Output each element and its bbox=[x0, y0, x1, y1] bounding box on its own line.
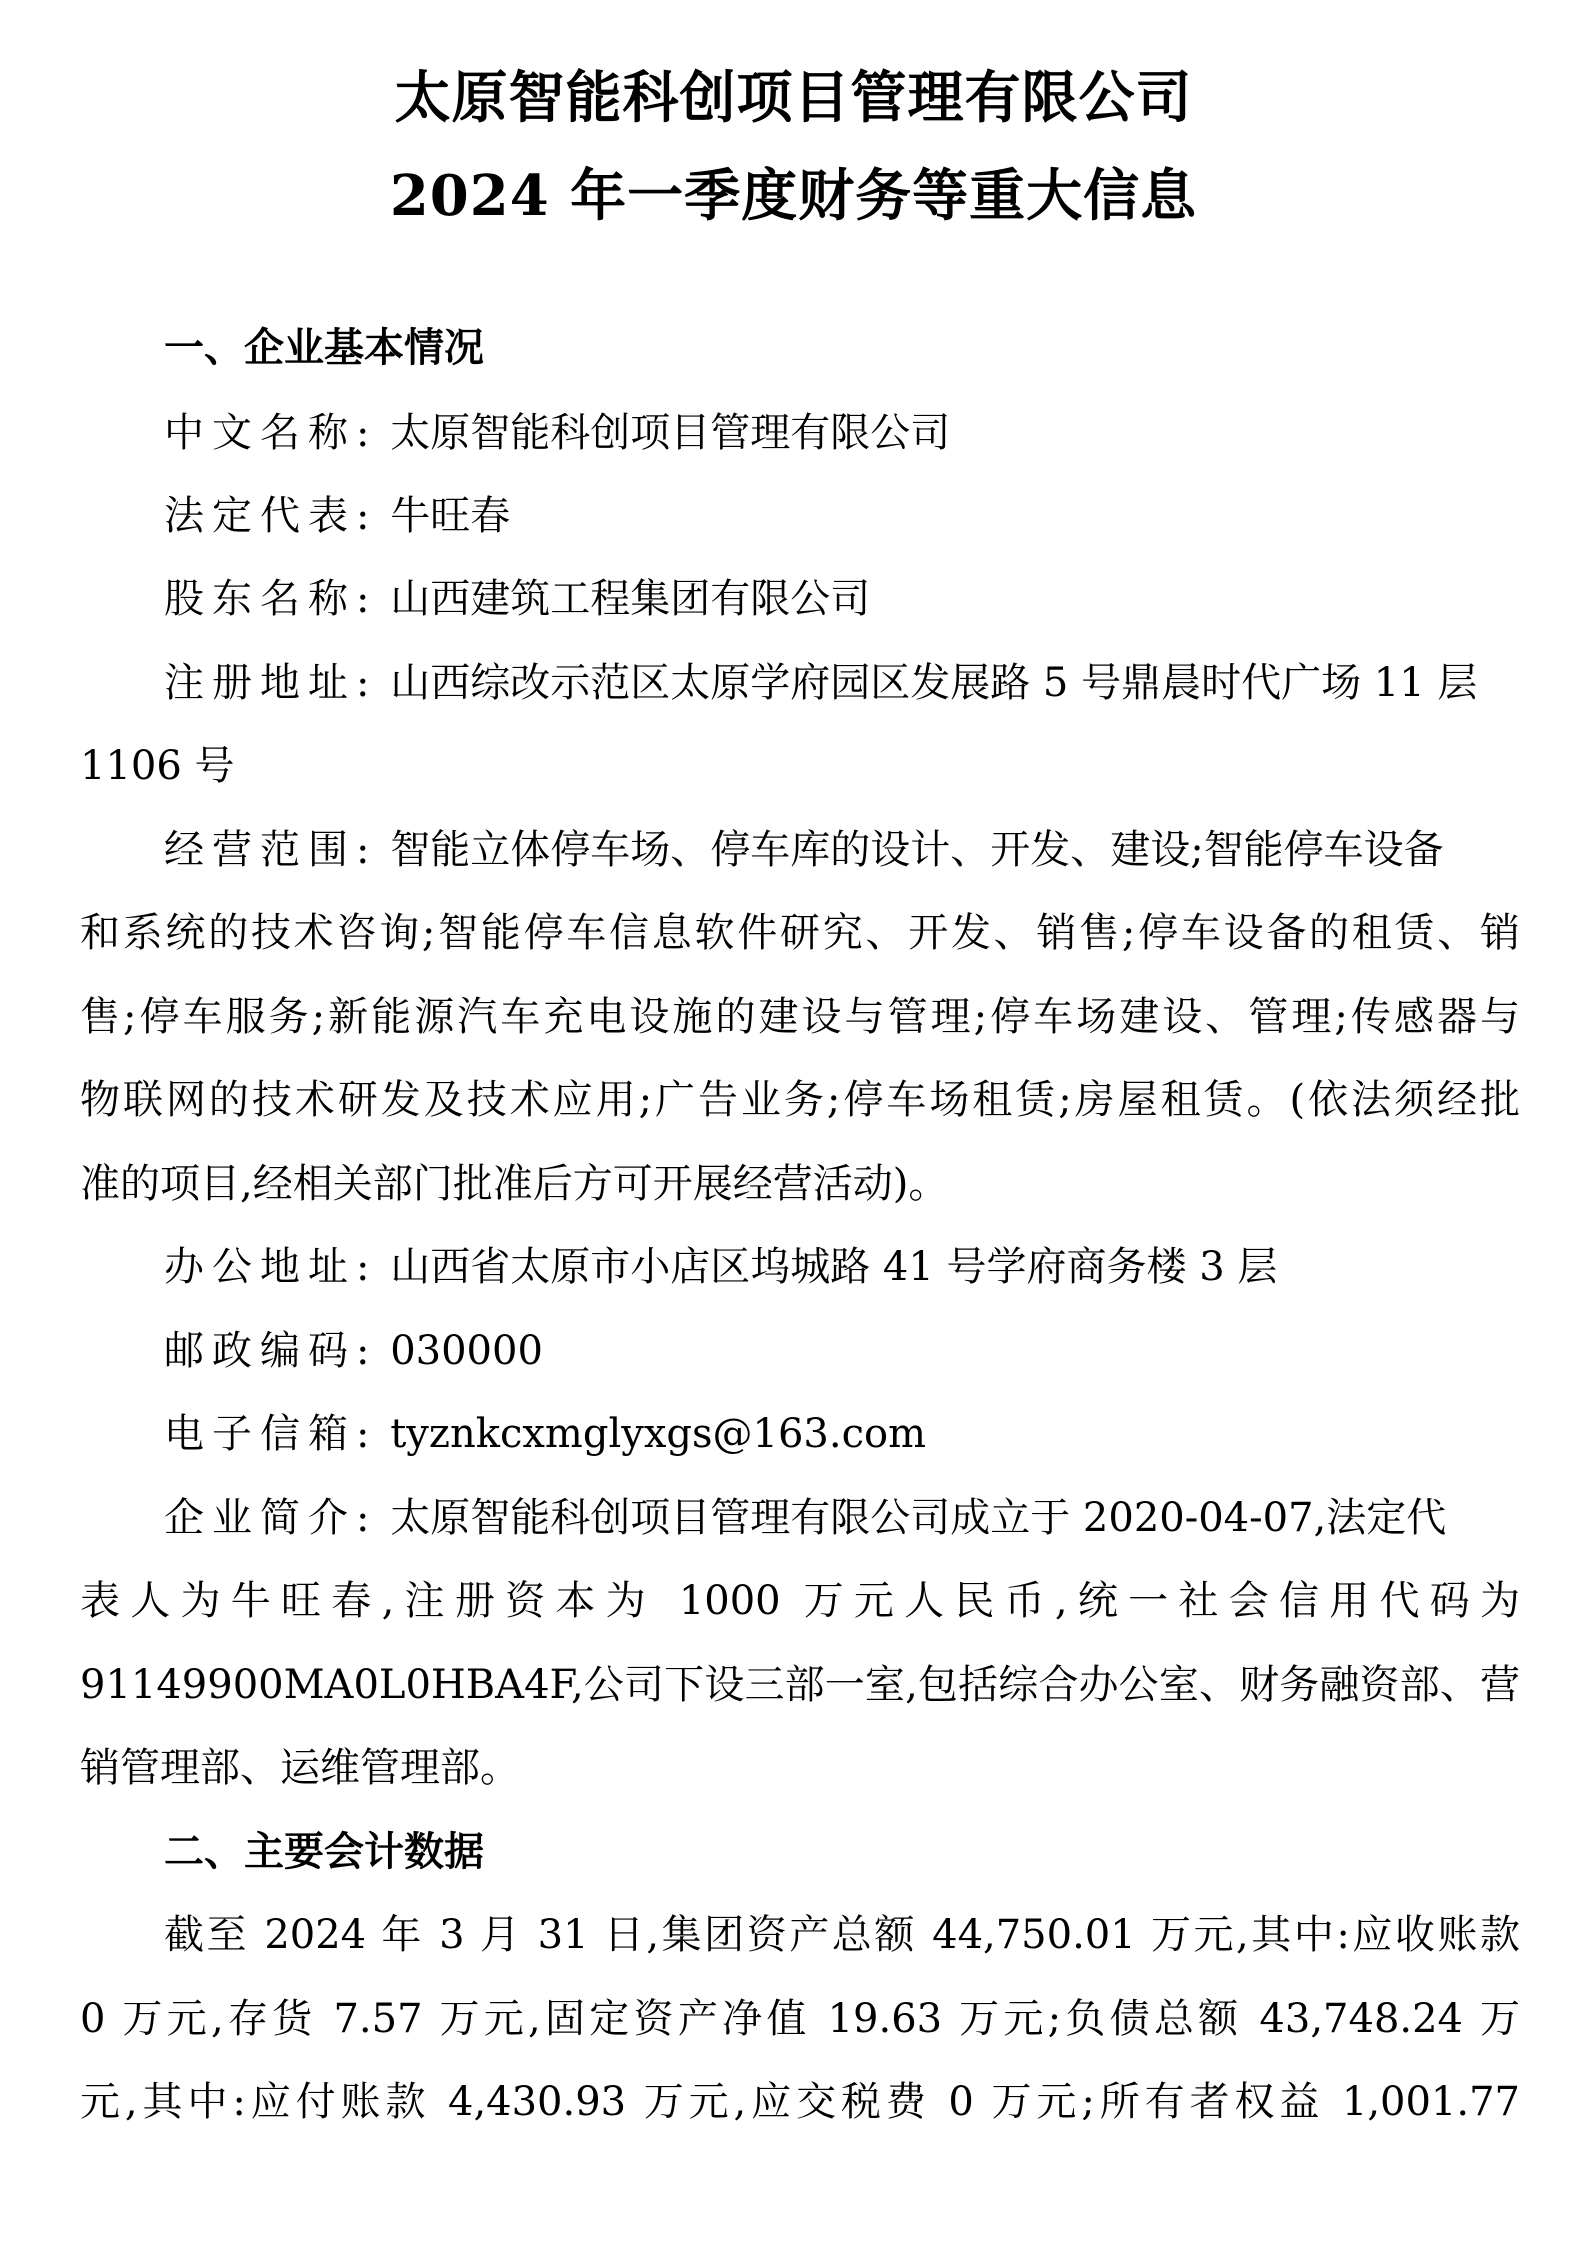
shareholder-label: 股东名称: bbox=[164, 576, 378, 622]
business-scope-line5: 准的项目,经相关部门批准后方可开展经营活动)。 bbox=[80, 1161, 949, 1207]
accounting-line3: 元,其中:应付账款 4,430.93 万元,应交税费 0 万元;所有者权益 1,001.77 bbox=[80, 2079, 1520, 2125]
business-scope-label: 经营范围: bbox=[164, 827, 378, 873]
accounting-line2: 0 万元,存货 7.57 万元,固定资产净值 19.63 万元;负债总额 43,748.24 万 bbox=[80, 1996, 1520, 2042]
business-scope-row bbox=[164, 824, 1444, 876]
office-address-row bbox=[164, 1241, 1277, 1293]
chinese-name-value: 太原智能科创项目管理有限公司 bbox=[390, 410, 951, 456]
office-address-value: 山西省太原市小店区坞城路 41 号学府商务楼 3 层 bbox=[390, 1244, 1278, 1290]
profile-label: 企业简介: bbox=[164, 1495, 378, 1541]
reg-address-value-line1: 山西综改示范区太原学府园区发展路 5 号鼎晨时代广场 11 层 bbox=[390, 660, 1478, 706]
legal-rep-value: 牛旺春 bbox=[390, 493, 511, 539]
office-address-label: 办公地址: bbox=[164, 1244, 378, 1290]
reg-address-row bbox=[164, 657, 1477, 709]
profile-row bbox=[164, 1492, 1446, 1544]
chinese-name-row bbox=[164, 407, 950, 459]
document-title-line2: 2024 年一季度财务等重大信息 bbox=[389, 163, 1198, 229]
legal-rep-label: 法定代表: bbox=[164, 493, 378, 539]
email-value: tyznkcxmglyxgs@163.com bbox=[390, 1411, 927, 1457]
shareholder-value: 山西建筑工程集团有限公司 bbox=[390, 576, 871, 622]
section1-heading: 一、企业基本情况 bbox=[164, 325, 484, 371]
email-label: 电子信箱: bbox=[164, 1411, 378, 1457]
business-scope-line4: 物联网的技术研发及技术应用;广告业务;停车场租赁;房屋租赁。(依法须经批 bbox=[80, 1077, 1520, 1123]
shareholder-row bbox=[164, 573, 870, 625]
profile-line3: 91149900MA0L0HBA4F,公司下设三部一室,包括综合办公室、财务融资部、营 bbox=[80, 1662, 1520, 1708]
email-row bbox=[164, 1408, 926, 1460]
profile-line2: 表人为牛旺春,注册资本为 1000 万元人民币,统一社会信用代码为 bbox=[80, 1578, 1520, 1624]
document-title-line1: 太原智能科创项目管理有限公司 bbox=[394, 65, 1193, 131]
legal-rep-row bbox=[164, 490, 510, 542]
profile-line4: 销管理部、运维管理部。 bbox=[80, 1745, 520, 1791]
business-scope-line1: 智能立体停车场、停车库的设计、开发、建设;智能停车设备 bbox=[390, 827, 1444, 873]
reg-address-label: 注册地址: bbox=[164, 660, 378, 706]
section2-heading: 二、主要会计数据 bbox=[164, 1829, 484, 1875]
postcode-label: 邮政编码: bbox=[164, 1328, 378, 1374]
profile-line1: 太原智能科创项目管理有限公司成立于 2020-04-07,法定代 bbox=[390, 1495, 1447, 1541]
reg-address-value-line2: 1106 号 bbox=[80, 743, 235, 789]
business-scope-line2: 和系统的技术咨询;智能停车信息软件研究、开发、销售;停车设备的租赁、销 bbox=[80, 910, 1520, 956]
postcode-value: 030000 bbox=[390, 1328, 543, 1374]
postcode-row bbox=[164, 1325, 543, 1377]
chinese-name-label: 中文名称: bbox=[164, 410, 378, 456]
accounting-line1: 截至 2024 年 3 月 31 日,集团资产总额 44,750.01 万元,其中:应收账款 bbox=[164, 1912, 1520, 1958]
business-scope-line3: 售;停车服务;新能源汽车充电设施的建设与管理;停车场建设、管理;传感器与 bbox=[80, 994, 1520, 1040]
